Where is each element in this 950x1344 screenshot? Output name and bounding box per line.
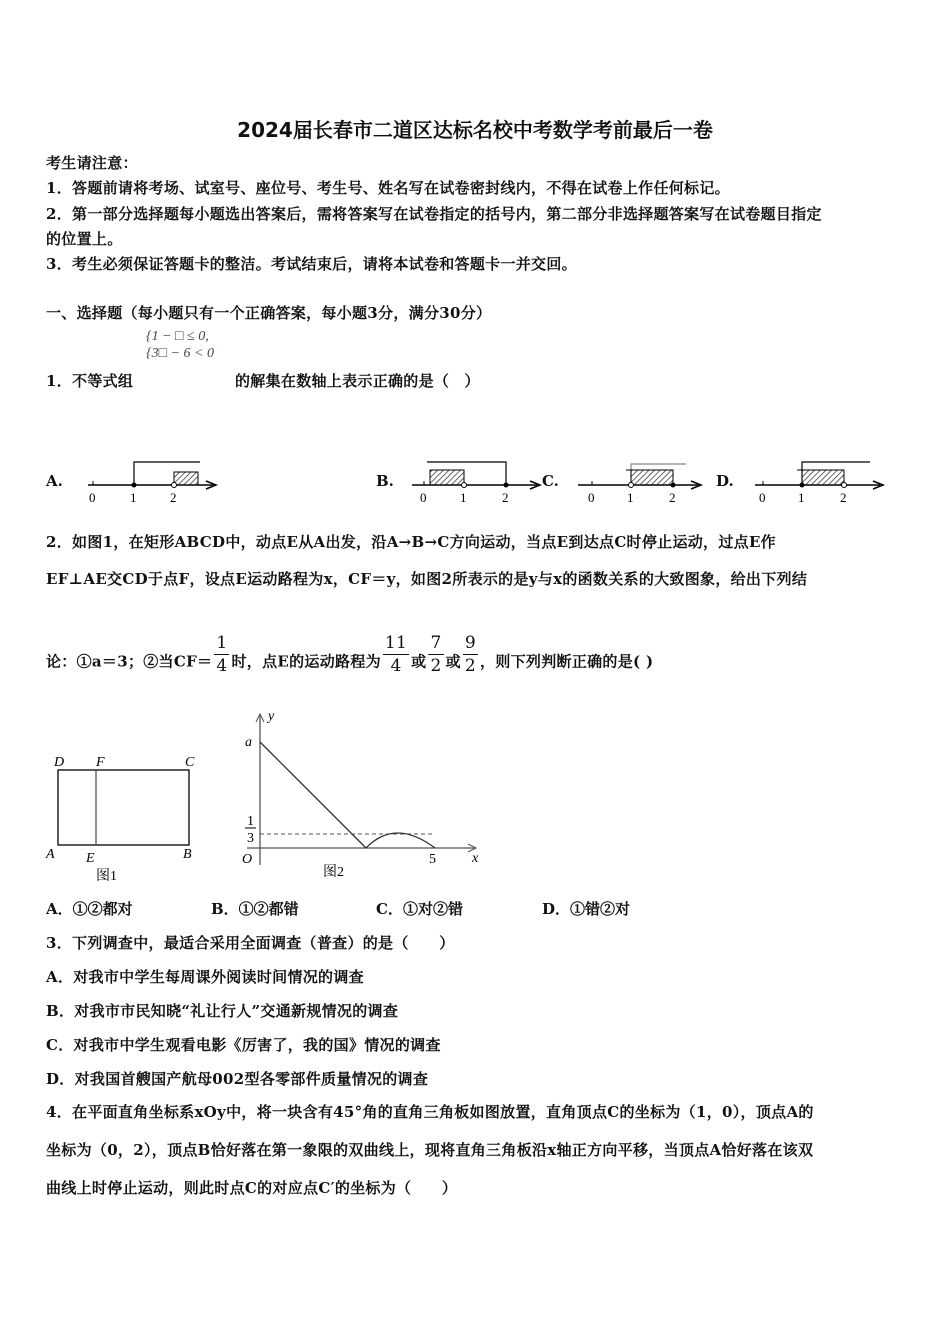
svg-text:1: 1 [130,490,137,505]
q4-line1: 4．在平面直角坐标系xOy中，将一块含有45°角的直角三角板如图放置，直角顶点C的坐标为（1，0），顶点A的 [46,1103,814,1121]
svg-text:0: 0 [89,490,96,505]
svg-text:D: D [54,755,65,770]
q1-option-a-label[interactable]: A. [46,472,63,490]
figure-1-rectangle [45,755,195,884]
notice-item: 3．考生必须保证答题卡的整洁。考试结束后，请将本试卷和答题卡一并交回。 [46,255,577,273]
q3-option-c[interactable]: C．对我市中学生观看电影《厉害了，我的国》情况的调查 [46,1036,441,1054]
svg-text:0: 0 [420,490,427,505]
svg-text:y: y [268,709,275,724]
q2-line3: 论：①a＝3；②当CF＝ $\frac{1}{4}$ 时，点E的运动路程为 $\frac{11}{4}$ 或 $\frac{7}{2}$ 或 $\frac{9}{2}$ ，则下列判断正确的是( ) [46,633,654,676]
svg-text:1: 1 [798,490,805,505]
svg-text:O: O [242,852,253,867]
q2-option-b[interactable]: B．①②都错 [211,900,299,918]
svg-text:图1: 图1 [96,869,117,884]
svg-text:0: 0 [588,490,595,505]
svg-text:5: 5 [429,852,436,867]
number-line-b [412,462,540,505]
svg-text:B: B [183,847,192,862]
q3-option-b[interactable]: B．对我市市民知晓“礼让行人”交通新规情况的调查 [46,1002,399,1020]
page-title: 2024届长春市二道区达标名校中考数学考前最后一卷 [237,118,713,142]
notice-item: 1．答题前请将考场、试室号、座位号、考生号、姓名写在试卷密封线内，不得在试卷上作任何标记。 [46,179,730,197]
svg-text:3: 3 [247,831,254,846]
svg-text:F: F [96,755,105,770]
section-heading: 一、选择题（每小题只有一个正确答案，每小题3分，满分30分） [46,304,492,322]
svg-text:A: A [46,847,55,862]
q4-line3: 曲线上时停止运动，则此时点C的对应点C′的坐标为（ ） [46,1179,458,1197]
figure-2-graph [242,709,479,880]
q2-option-d[interactable]: D．①错②对 [542,900,631,918]
q1-prefix: 1．不等式组 [46,372,134,390]
svg-text:x: x [472,851,479,866]
q3-option-a[interactable]: A．对我市中学生每周课外阅读时间情况的调查 [46,968,364,986]
notice-item: 的位置上。 [46,230,123,248]
q2-line1: 2．如图1，在矩形ABCD中，动点E从A出发，沿A→B→C方向运动，当点E到达点C时停止运动，过点E作 [46,533,776,551]
svg-text:图2: 图2 [323,865,344,880]
inequality-system: {1 − □ ≤ 0, {3□ − 6 < 0 [146,329,214,361]
q2-option-a[interactable]: A．①②都对 [46,900,133,918]
svg-text:C: C [185,755,195,770]
svg-text:1: 1 [627,490,634,505]
q1-number-lines [0,450,950,510]
q1-suffix: 的解集在数轴上表示正确的是（ ） [235,372,480,390]
number-line-d [755,462,883,505]
svg-text:1: 1 [247,814,254,829]
q3-stem: 3．下列调查中，最适合采用全面调查（普查）的是（ ） [46,934,455,952]
notice-heading: 考生请注意： [46,154,138,172]
notice-item: 2．第一部分选择题每小题选出答案后，需将答案写在试卷指定的括号内，第二部分非选择题答案写在试卷题目指定 [46,205,822,223]
svg-text:2: 2 [170,490,177,505]
number-line-a [88,462,216,505]
svg-text:2: 2 [669,490,676,505]
q2-figures [40,700,500,890]
svg-text:0: 0 [759,490,766,505]
svg-text:2: 2 [502,490,509,505]
q1-option-b-label[interactable]: B. [376,472,394,490]
svg-text:2: 2 [840,490,847,505]
q2-line2: EF⊥AE交CD于点F，设点E运动路程为x，CF＝y，如图2所表示的是y与x的函数关系的大致图象，给出下列结 [46,570,808,588]
q4-line2: 坐标为（0，2），顶点B恰好落在第一象限的双曲线上，现将直角三角板沿x轴正方向平移，当顶点A恰好落在该双 [46,1141,814,1159]
number-line-c [578,464,701,505]
svg-text:a: a [245,735,252,750]
svg-text:1: 1 [460,490,467,505]
q2-option-c[interactable]: C．①对②错 [376,900,463,918]
q1-option-c-label[interactable]: C. [542,472,559,490]
q1-option-d-label[interactable]: D. [716,472,734,490]
svg-text:E: E [86,851,95,866]
q3-option-d[interactable]: D．对我国首艘国产航母002型各零部件质量情况的调查 [46,1070,429,1088]
